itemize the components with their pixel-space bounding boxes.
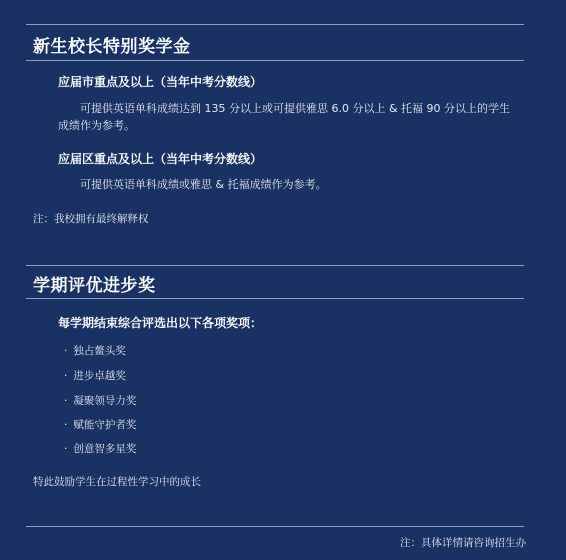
list-item	[64, 393, 136, 408]
bullet-icon: ·	[64, 395, 68, 407]
list-item	[64, 343, 126, 358]
divider-mid	[26, 265, 524, 266]
intro-awards: 每学期结束综合评选出以下各项奖项：	[58, 316, 263, 330]
subheading-city-key: 应届市重点及以上（当年中考分数线）	[58, 75, 263, 89]
divider-top	[26, 24, 524, 25]
section-title-progress-award: 学期评优进步奖	[33, 276, 156, 296]
footer-note: 注：具体详情请咨询招生办	[400, 537, 526, 549]
bullet-icon: ·	[64, 370, 68, 382]
list-item-label: 进步卓越奖	[73, 370, 126, 382]
list-item-label: 创意智多星奖	[73, 443, 137, 455]
bullet-icon: ·	[64, 419, 68, 431]
bullet-icon: ·	[64, 443, 68, 455]
paragraph-district-key: 可提供英语单科成绩或雅思 & 托福成绩作为参考。	[80, 178, 327, 191]
list-item-label: 赋能守护者奖	[73, 419, 137, 431]
paragraph-city-key: 可提供英语单科成绩达到 135 分以上或可提供雅思 6.0 分以上 & 托福 90 分以上的学生成绩作为参考。	[58, 102, 511, 132]
divider-progress-award	[26, 298, 524, 299]
bullet-icon: ·	[64, 345, 68, 357]
list-item	[64, 441, 136, 456]
list-item-label: 独占鳌头奖	[73, 345, 126, 357]
closing-statement: 特此鼓励学生在过程性学习中的成长	[33, 476, 201, 488]
divider-scholarship	[26, 60, 524, 61]
subheading-district-key: 应届区重点及以上（当年中考分数线）	[58, 152, 263, 166]
list-item	[64, 368, 126, 383]
list-item-label: 凝聚领导力奖	[73, 395, 137, 407]
note-interpretation: 注：我校拥有最终解释权	[33, 213, 149, 225]
list-item	[64, 417, 136, 432]
section-title-scholarship: 新生校长特别奖学金	[33, 37, 191, 57]
divider-bottom	[26, 526, 524, 527]
